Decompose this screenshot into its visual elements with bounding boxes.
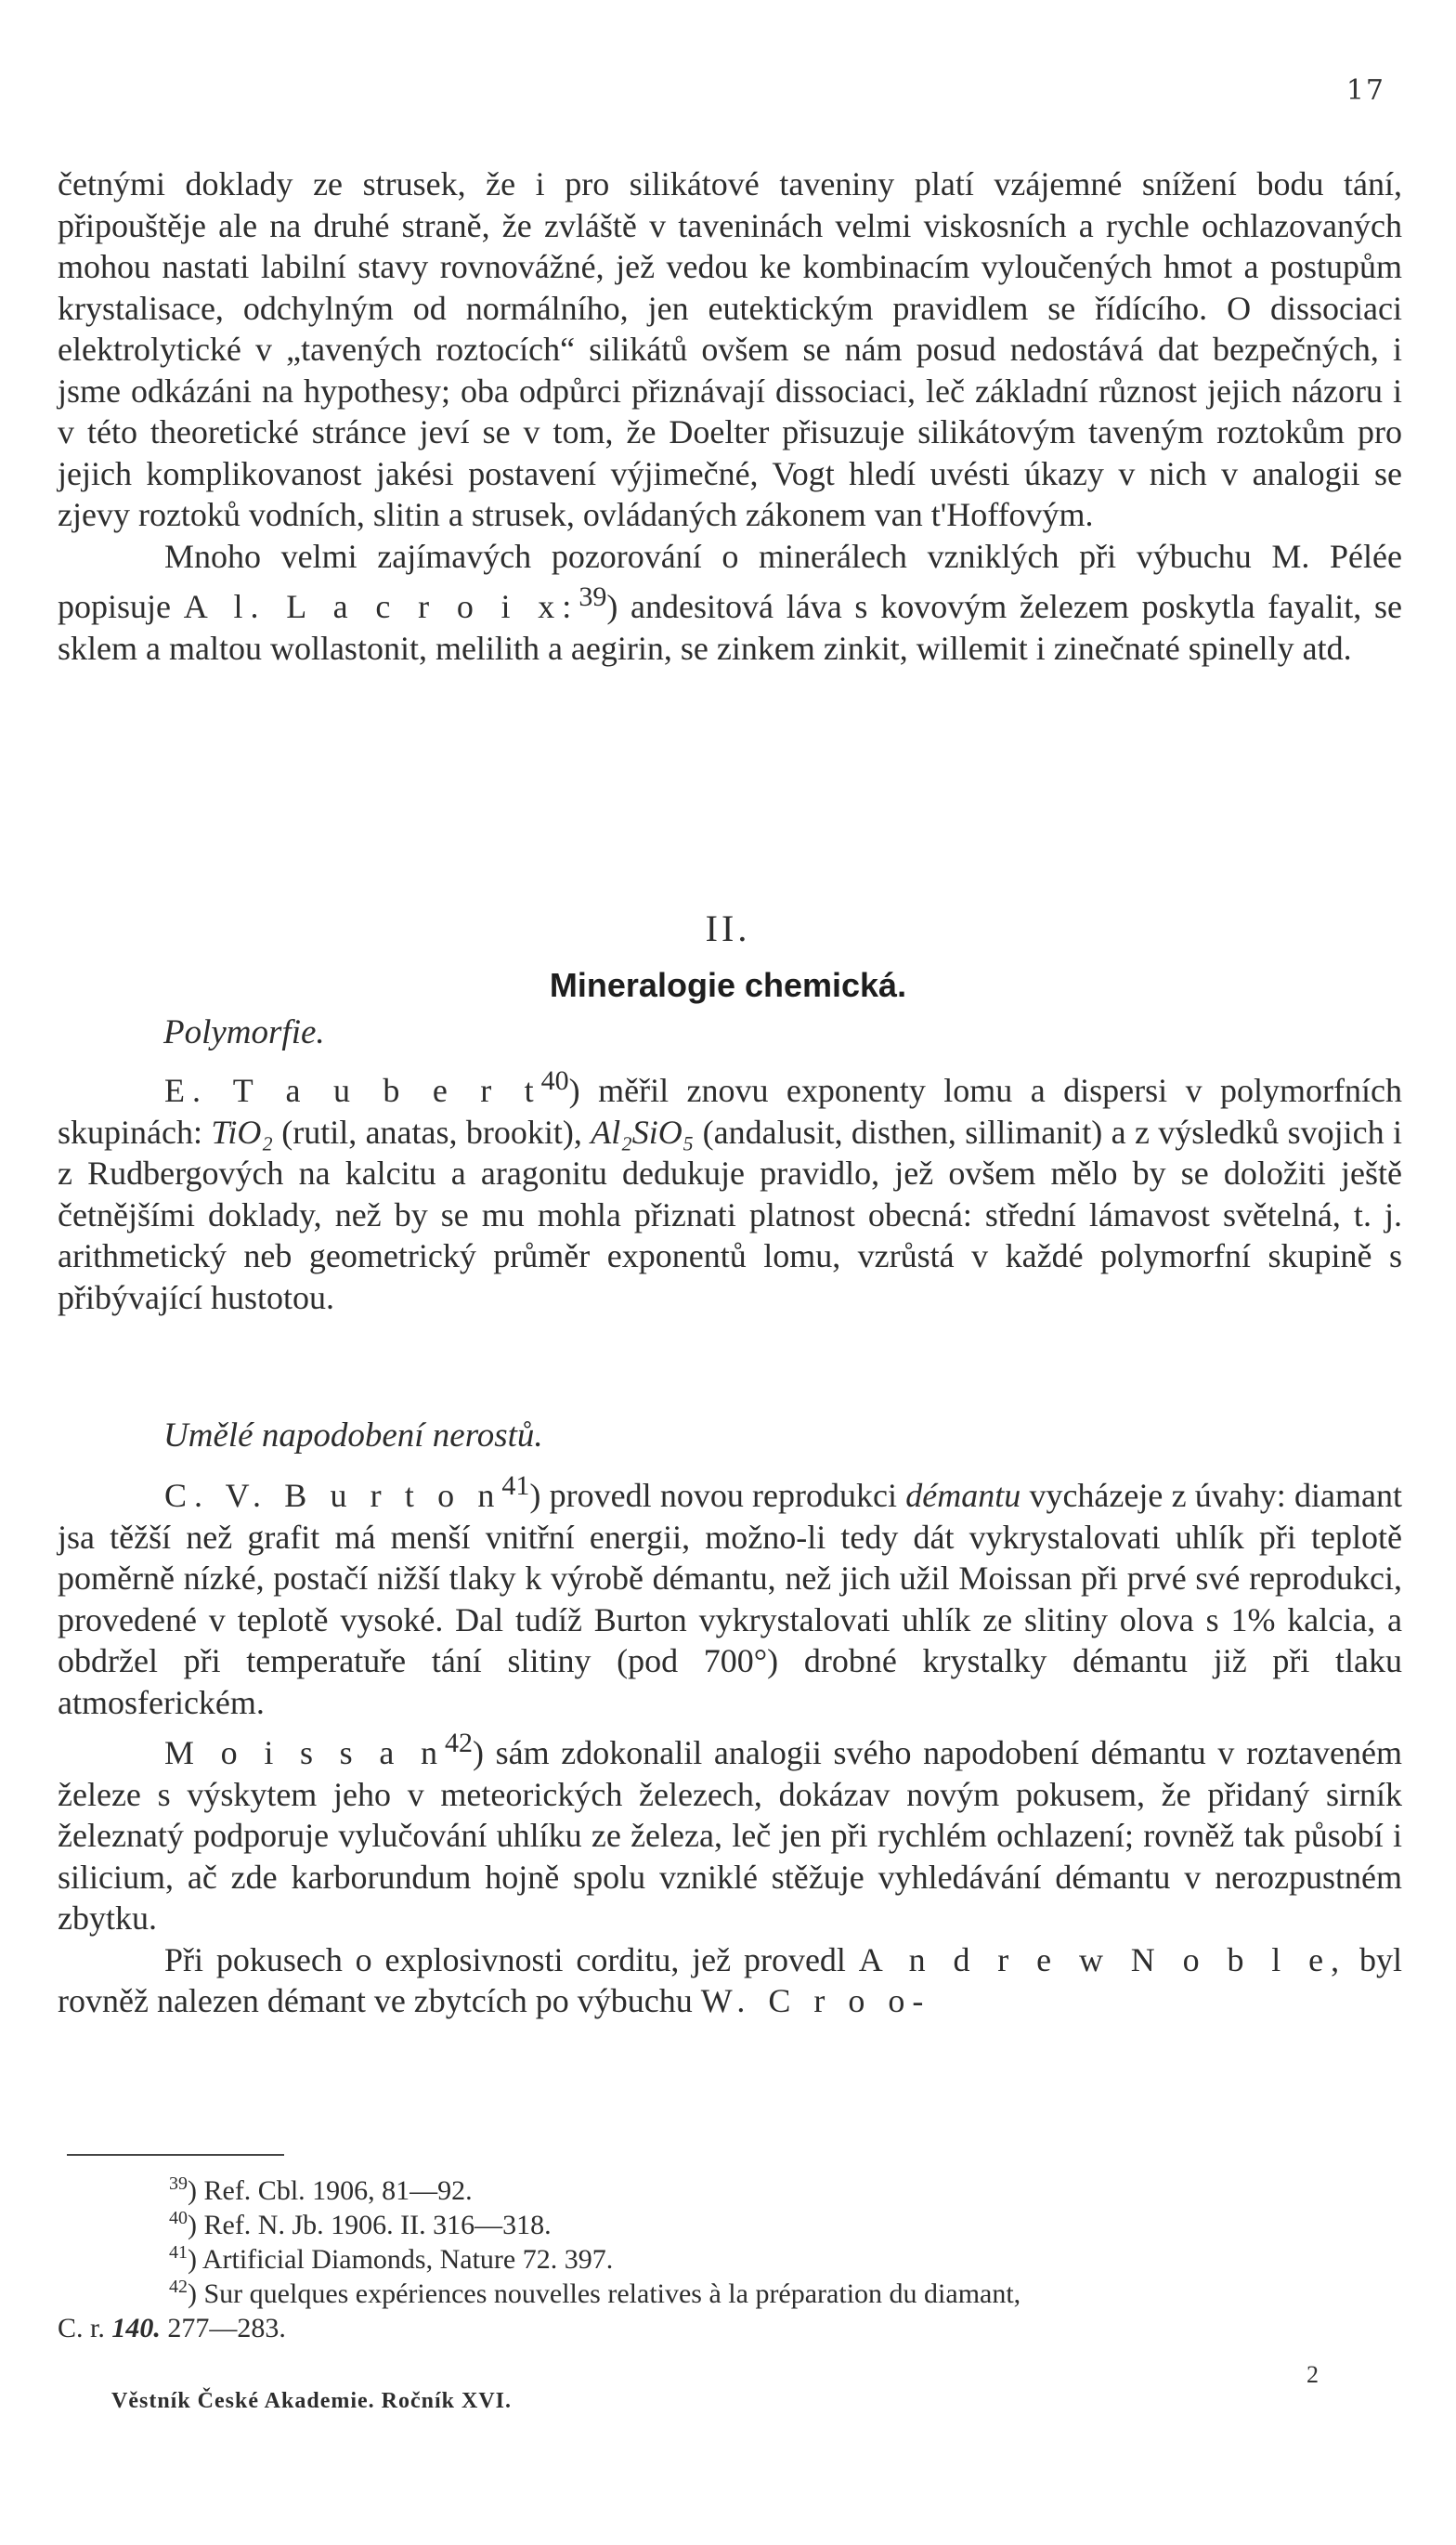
- paragraph-burton: [58, 1466, 1402, 1723]
- signature-mark: 2: [1306, 2361, 1319, 2388]
- footnote-39: [58, 2173, 1402, 2208]
- footnote-42: [58, 2277, 1402, 2311]
- footnote-ref: 42: [444, 1728, 473, 1758]
- text-run: C. r.: [58, 2313, 112, 2343]
- author-name: E. T a u b e r t: [164, 1072, 541, 1109]
- author-name: C. V. B u r t o n: [164, 1477, 502, 1514]
- footnote-number: 41: [169, 2242, 188, 2263]
- footnote-number: 42: [169, 2277, 188, 2297]
- footnote-41: [58, 2242, 1402, 2277]
- author-name: M o i s s a n: [164, 1734, 445, 1771]
- paragraph-dissociation: [58, 163, 1402, 669]
- author-name: A n d r e w N o b l e,: [858, 1940, 1347, 1978]
- text-run: byl rovněž nalezen démant ve zbytcích po výbuchu: [58, 1940, 1402, 2019]
- paragraphs-diamond: [58, 1466, 1402, 2022]
- text-run: ) sám zdokonalil analogii svého napodobení démantu v roztaveném železe s výskytem jeho v meteorických železech, dokázav novým pokusem, že přidaný sirník železnatý podporuje vylučování uhlíku ze železa, leč jen při rychlém ochlazení; rovněž tak působí i silicium, ač zde karborundum hojně spolu vzniklé stěžuje vyhledávání démantu v nerozpustném zbytku.: [58, 1734, 1402, 1937]
- journal-footer: Věstník České Akademie. Ročník XVI.: [111, 2389, 513, 2413]
- text-run: ) andesitová láva s kovovým železem poskytla fayalit, se sklem a maltou wollastonit, melilith a aegirin, se zinkem zinkit, willemit i zinečnaté spinelly atd.: [58, 588, 1402, 667]
- footnote-40: [58, 2208, 1402, 2242]
- author-name: W. C r o o-: [700, 1982, 931, 2019]
- footnote-text: ) Artificial Diamonds, Nature 72. 397.: [188, 2244, 614, 2275]
- footnotes: [58, 2173, 1402, 2345]
- section-title: Mineralogie chemická.: [549, 966, 907, 1004]
- section-numeral: II.: [705, 907, 751, 949]
- subheading-polymorfie: Polymorfie.: [163, 1013, 325, 1051]
- volume-number: 140.: [111, 2313, 161, 2343]
- paragraph-moissan: [58, 1723, 1402, 1939]
- footnote-ref: 40: [540, 1065, 569, 1096]
- emphasis: démantu: [905, 1477, 1021, 1514]
- page-number: 17: [1346, 74, 1385, 107]
- footnote-ref: 41: [501, 1470, 530, 1501]
- text-run: (rutil, anatas, brookit),: [272, 1113, 592, 1151]
- text-run: Při pokusech o explosivnosti corditu, jež provedl: [164, 1940, 859, 1978]
- text-run: Mnoho velmi zajímavých pozorování o minerálech vzniklých při výbuchu M. Pélée popisuje: [58, 537, 1402, 625]
- chemical-formula: TiO₂: [211, 1113, 273, 1151]
- footnote-number: 39: [169, 2173, 188, 2194]
- footnote-42-continuation: [58, 2311, 1402, 2345]
- footnote-text: ) Sur quelques expériences nouvelles relatives à la préparation du diamant,: [188, 2278, 1021, 2309]
- text-run: vycházeje z úvahy: diamant jsa těžší než grafit má menší vnitřní energii, možno-li tedy dát vykrystalovati uhlík při teplotě poměrně nízké, postačí nižší tlaky k výrobě démantu, než jich užil Moissan při prvé své reprodukci, provedené v teplotě vysoké. Dal tudíž Burton vykrystalovati uhlík ze slitiny olova s 1% kalcia, a obdržel při temperatuře tání slitiny (pod 700°) drobné krystalky démantu již při tlaku atmosferickém.: [58, 1477, 1402, 1721]
- paragraph-taubert: [58, 1061, 1402, 1318]
- footnote-number: 40: [169, 2208, 188, 2228]
- paragraph-text: četnými doklady ze strusek, že i pro silikátové taveniny platí vzájemné snížení bodu tání, připouštěje ale na druhé straně, že zvláště v taveninách velmi viskosních a rychle ochlazovaných mohou nastati labilní stavy rovnovážné, jež vedou ke kombinacím vyloučených hmot a postupům krystalisace, odchylným od normálního, jen eutektickým pravidlem se řídícího. O dissociaci elektrolytické v „tavených roztocích“ silikátů ovšem se nám posud nedostává dat bezpečných, i jsme odkázáni na hypothesy; oba odpůrci přiznávají dissociaci, leč základní různost jejich názoru i v této theoretické stránce jeví se v tom, že Doelter přisuzuje silikátovým taveným roztokům pro jejich komplikovanost jakési postavení výjimečné, Vogt hledí uvésti úkazy v nich v analogii se zjevy roztoků vodních, slitin a strusek, ovládaných zákonem van t'Hoffovým.: [58, 165, 1402, 533]
- paragraph-noble: [58, 1939, 1402, 2022]
- text-run: ) provedl novou reprodukci: [529, 1477, 906, 1514]
- chemical-formula: Al₂SiO₅: [591, 1113, 695, 1151]
- text-run: 277—283.: [160, 2313, 286, 2343]
- paragraph-lacroix: [58, 536, 1402, 670]
- subheading-umele-napodobeni: Umělé napodobení nerostů.: [163, 1416, 543, 1455]
- footnote-ref: 39: [578, 581, 607, 612]
- footnote-text: ) Ref. N. Jb. 1906. II. 316—318.: [188, 2210, 552, 2240]
- footnote-text: ) Ref. Cbl. 1906, 81—92.: [188, 2175, 473, 2206]
- author-name: A l. L a c r o i x:: [183, 588, 579, 625]
- text-run: ) měřil znovu exponenty lomu a dispersi v polymorfních skupinách:: [58, 1072, 1402, 1151]
- text-run: (andalusit, disthen, sillimanit) a z výsledků svojich i z Rudbergových na kalcitu a aragonitu dedukuje pravidlo, jež ovšem mělo by se doložiti ještě četnějšími doklady, než by se mu mohla přiznati platnost obecná: střední lámavost světelná, t. j. arithmetický neb geometrický průměr exponentů lomu, vzrůstá v každé polymorfní skupině s přibývající hustotou.: [58, 1113, 1402, 1316]
- footnote-divider: [67, 2154, 284, 2156]
